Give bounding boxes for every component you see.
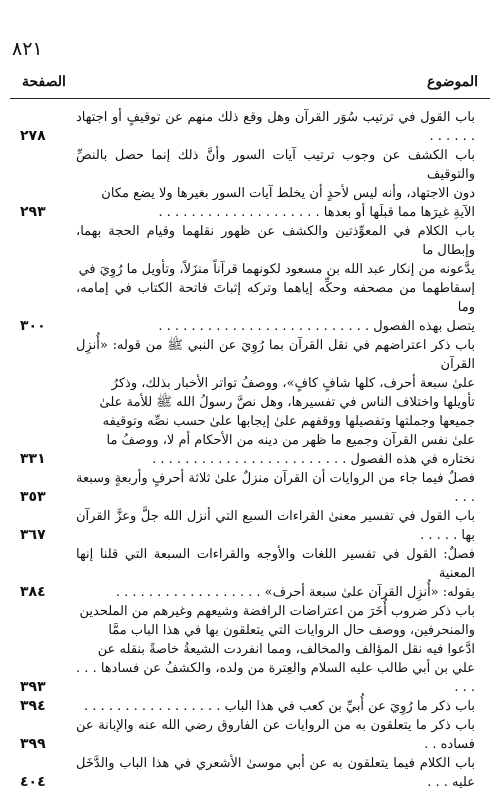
- toc-entry-line: ادَّعوا فيه نقل المؤالف والمخالف، ومما انفردت الشيعةُ خاصةً بنقله عن: [97, 642, 475, 657]
- toc-entry-page-number: ٢٩٣: [20, 204, 46, 220]
- toc-entry-line: علىٰ سبعة أحرف، كلها شافٍ كافٍ»، ووصفُ تواتر الأخبار بذلك، وذكرُ: [111, 376, 475, 391]
- toc-entry-line: يدَّعونه من إنكار عبد الله بن مسعود لكونهما قرآناً منزَلاً، وتأويل ما رُوِيَ في: [78, 262, 475, 277]
- toc-entry-page-number: ٣٠٠: [20, 318, 46, 334]
- toc-entry-page-number: ٣٩٤: [20, 698, 46, 714]
- toc-entry-page-number: ٣٣١: [20, 451, 46, 467]
- toc-entry-line: باب ذكر ضروب أُخَرَ من اعتراضات الرافضة وشيعهم وغيرهم من الملحدين: [79, 604, 475, 619]
- toc-entry: [20, 697, 475, 716]
- toc-entry-page-number: ٣٩٩: [20, 736, 46, 752]
- toc-entry-title: [76, 716, 475, 754]
- toc-entry: [20, 146, 475, 222]
- toc-entry-page-number: ٣٨٤: [20, 584, 46, 600]
- toc-entry: [20, 545, 475, 602]
- toc-entry-line: فصلٌ فيما جاء من الروايات أن القرآن منزلٌ علىٰ ثلاثة أحرفٍ وأربعةٍ وسبعة . . .: [76, 471, 475, 505]
- toc-entry-line: نختاره في هذه الفصول . . . . . . . . . . . . . . . . . . . . . . . .: [152, 452, 475, 467]
- toc-entry-line: علي بن أبي طالب عليه السلام والعِترة من ولده، والكشفُ عن فسادها . . . . . .: [76, 661, 475, 695]
- toc-entry-line: إسقاطهما من مصحفه وحكِّه إياهما وتركه إثباتَ فاتحة الكتاب في إمامه، وما: [76, 281, 475, 315]
- toc-entry-line: باب القول في ترتيب سُوَر القرآن وهل وقع ذلك منهم عن توقيفٍ أو اجتهاد . . . . . .: [76, 110, 475, 144]
- toc-entry-title: [76, 146, 475, 222]
- subject-column-header: الموضوع: [427, 74, 478, 90]
- toc-entry: [20, 222, 475, 336]
- toc-entry: [20, 754, 475, 792]
- toc-entry-page-number: ٣٩٣: [20, 679, 46, 695]
- toc-entry: [20, 469, 475, 507]
- toc-entry: [20, 336, 475, 469]
- toc-entries-list: [20, 108, 475, 792]
- toc-entry-line: علىٰ نفس القرآن وجميع ما ظهر من دينه من الأحكام أم لا، ووصفُ ما: [106, 433, 475, 448]
- toc-entry-page-number: ٤٠٤: [20, 774, 46, 790]
- toc-entry-line: والمنحرفين، ووصف حال الروايات التي يتعلقون بها في هذا الباب ممَّا: [108, 623, 475, 638]
- toc-entry-title: [76, 697, 475, 716]
- toc-entry-title: [76, 754, 475, 792]
- toc-entry-line: يتصل بهذه الفصول . . . . . . . . . . . . . . . . . . . . . . . . . .: [158, 319, 475, 334]
- toc-entry-line: تأويلها واختلاف الناس في تفسيرها، وهل نصَّ رسولُ الله ﷺ للأمة علىٰ: [99, 395, 475, 410]
- header-divider: [10, 98, 490, 99]
- toc-entry-title: [76, 545, 475, 602]
- toc-entry-page-number: ٣٦٧: [20, 527, 46, 543]
- toc-entry-title: [76, 222, 475, 336]
- page-number: ٨٢١: [12, 38, 43, 60]
- toc-entry-title: [76, 108, 475, 146]
- toc-entry: [20, 602, 475, 697]
- toc-entry-title: [76, 602, 475, 697]
- toc-entry-line: فصلٌ: القول في تفسير اللغات والأوجه والقراءات السبعة التي قلنا إنها المعنية: [76, 547, 475, 581]
- page-column-header: الصفحة: [22, 74, 66, 90]
- toc-entry-title: [76, 507, 475, 545]
- toc-entry-line: الآيةِ غيرَها مما قبلَها أو بعدها . . . . . . . . . . . . . . . . . . . .: [158, 205, 475, 220]
- toc-entry-page-number: ٢٧٨: [20, 128, 46, 144]
- toc-entry-line: جميعها وجملتها وتفصيلها ووقفهم علىٰ إيجابها علىٰ حسب نصِّه وتوقيفه: [102, 414, 475, 429]
- toc-entry-line: باب الكشف عن وجوب ترتيب آيات السور وأنَّ ذلك إنما حصل بالنصِّ والتوقيف: [76, 148, 475, 182]
- toc-entry-line: باب ذكر اعتراضهم في نقل القرآن بما رُوِيَ عن النبي ﷺ من قوله: «أُنزِل القرآن: [76, 338, 475, 372]
- toc-entry: [20, 507, 475, 545]
- toc-entry-line: بقوله: «أُنزِل القرآن علىٰ سبعة أحرف» . . . . . . . . . . . . . . . . . .: [115, 585, 475, 600]
- toc-entry-line: باب ذكر ما يتعلقون به من الروايات عن الفاروق رضي الله عنه والإبانة عن فساده . .: [76, 718, 475, 752]
- toc-entry-page-number: ٣٥٣: [20, 489, 46, 505]
- toc-entry-title: [76, 336, 475, 469]
- toc-entry: [20, 716, 475, 754]
- toc-entry-line: باب القول في تفسير معنىٰ القراءات السبع التي أنزل الله جلَّ وعزَّ القرآن بها . . . . .: [76, 509, 475, 543]
- toc-entry-title: [76, 469, 475, 507]
- toc-entry-line: باب ذكر ما رُوِيَ عن أُبيِّ بن كعب في هذا الباب . . . . . . . . . . . . . . . . .: [84, 699, 475, 714]
- table-of-contents-header: [22, 74, 478, 94]
- toc-entry-line: باب الكلام فيما يتعلقون به عن أبي موسىٰ الأشعري في هذا الباب والدَّخَل عليه . . .: [76, 756, 475, 790]
- toc-entry-line: دون الاجتهاد، وأنه ليس لأحدٍ أن يخلط آيات السور بغيرها ولا يضع مكان: [101, 186, 475, 201]
- toc-entry: [20, 108, 475, 146]
- toc-entry-line: باب الكلام في المعوِّذتين والكشف عن ظهور نقلهما وقيام الحجة بهما، وإبطال ما: [76, 224, 475, 258]
